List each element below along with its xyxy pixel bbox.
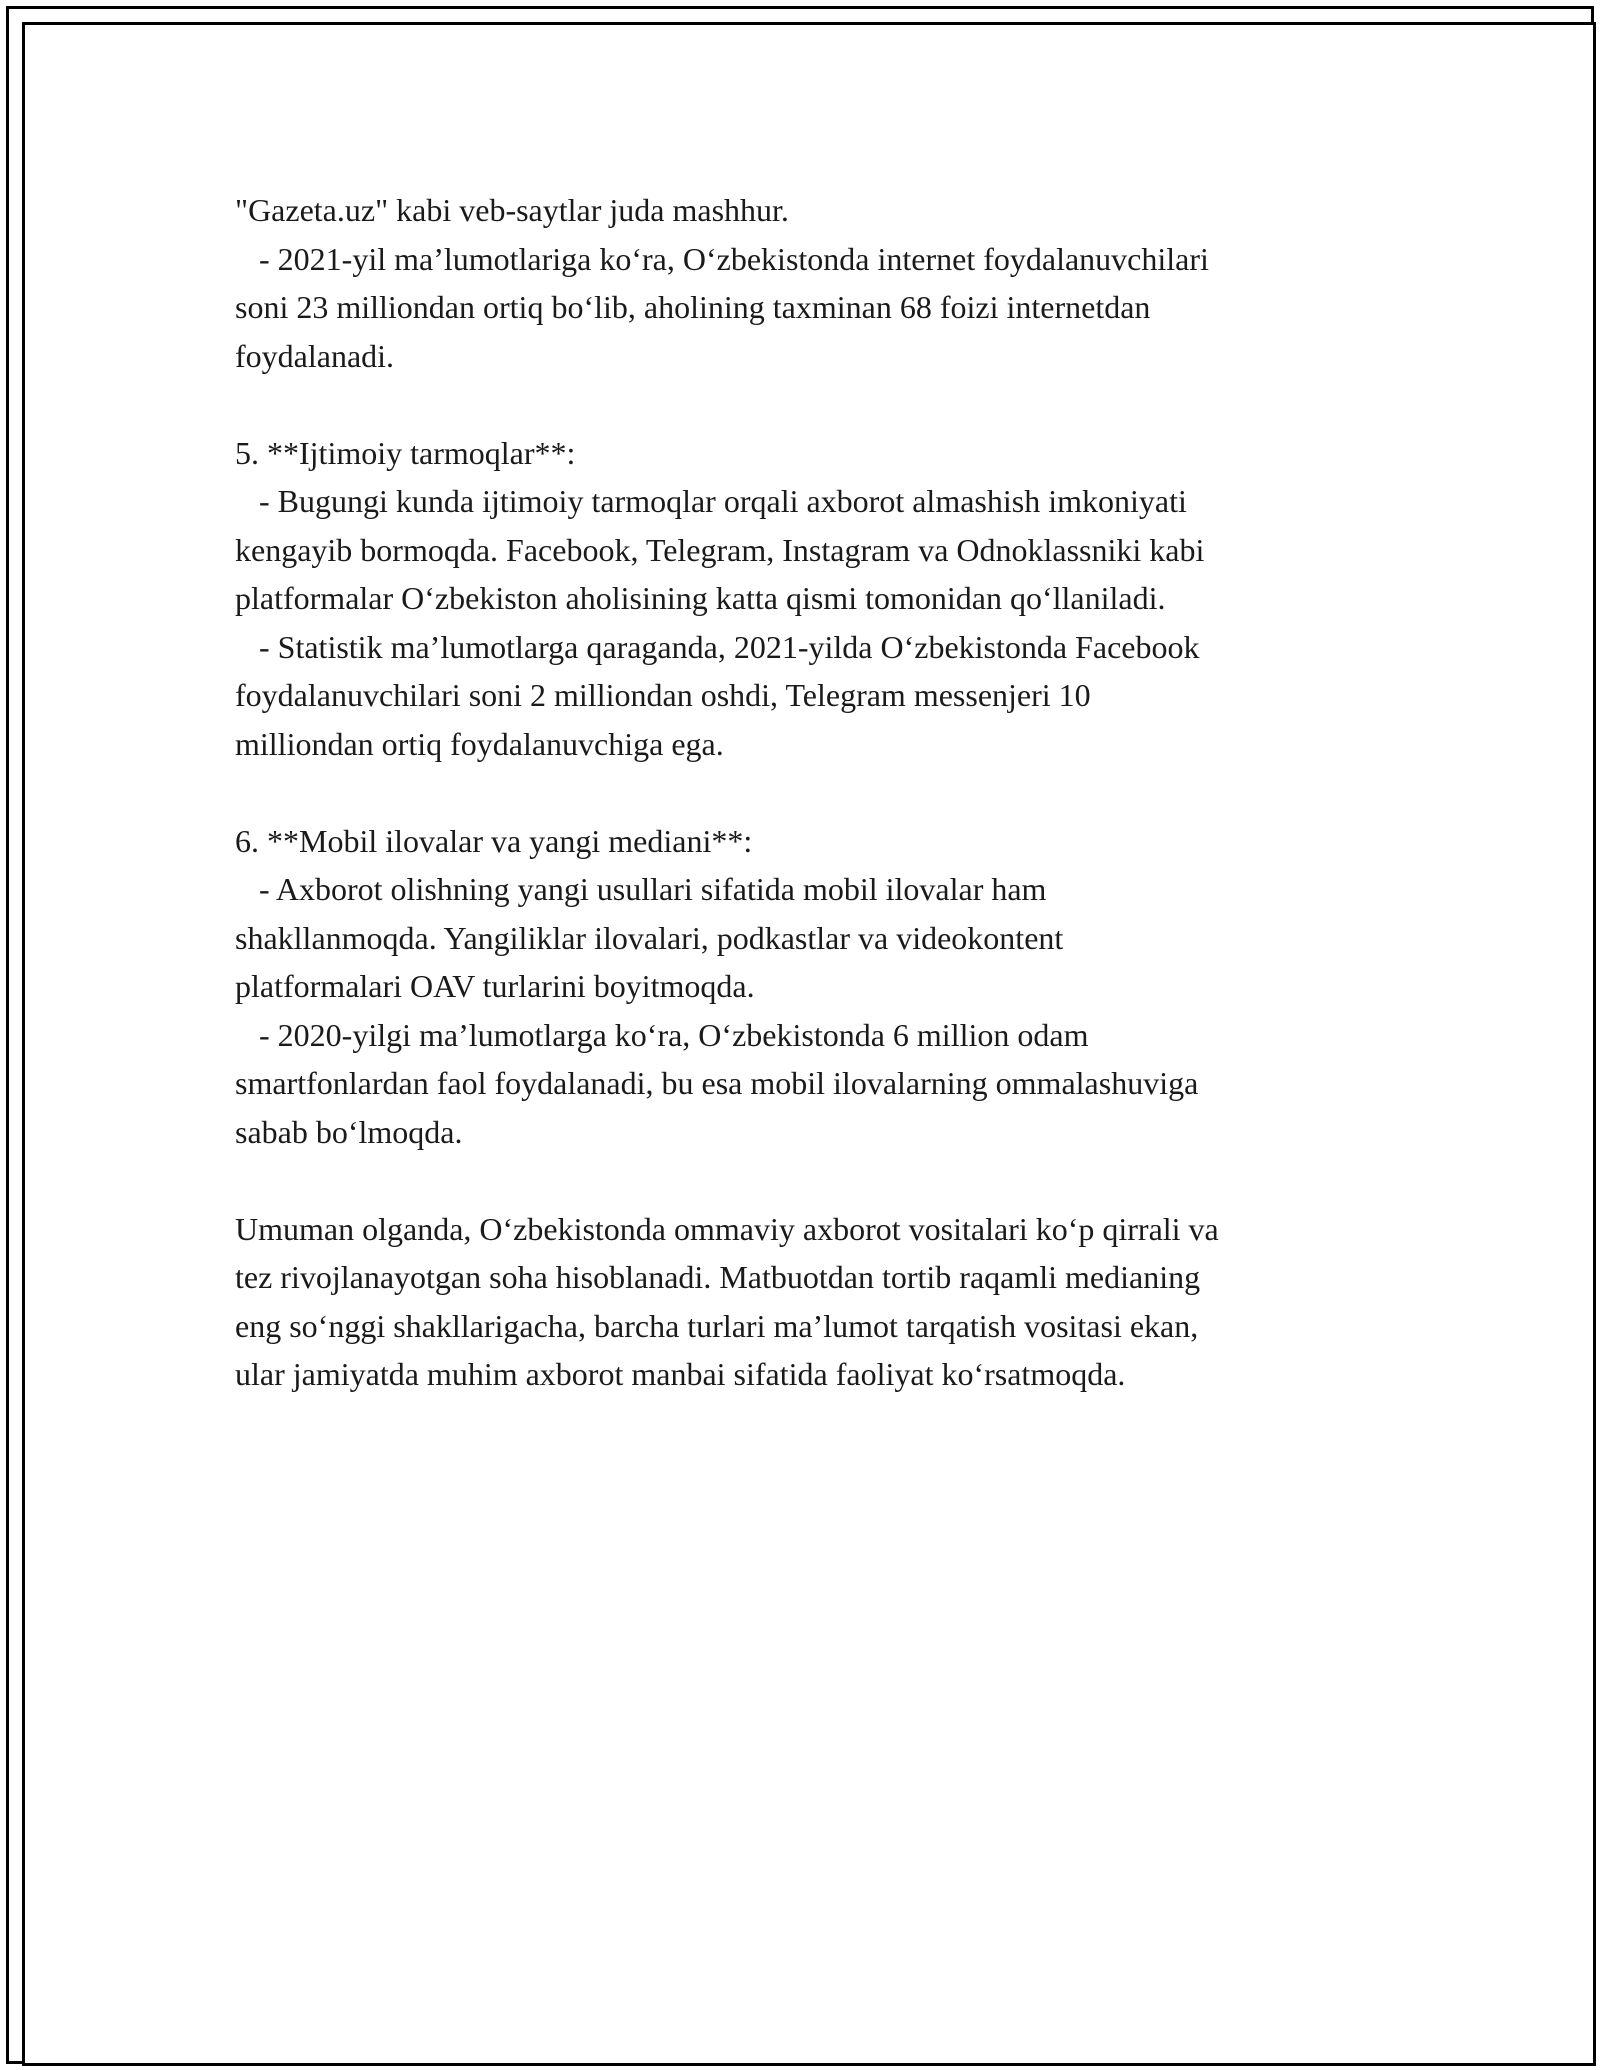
- blank-line: [235, 768, 1415, 817]
- section-heading-ijtimoiy-tarmoqlar: 5. **Ijtimoiy tarmoqlar**:: [235, 434, 576, 471]
- text-line: soni 23 milliondan ortiq bo‘lib, aholining taxminan 68 foizi internetdan: [235, 289, 1151, 325]
- section-heading-mobil-ilovalar: 6. **Mobil ilovalar va yangi mediani**:: [235, 822, 753, 859]
- text-line: - 2021-yil ma’lumotlariga ko‘ra, O‘zbekistonda internet foydalanuvchilari: [235, 240, 1209, 277]
- conclusion-line: Umuman olganda, O‘zbekistonda ommaviy axborot vositalari ko‘p qirrali va: [235, 1210, 1219, 1247]
- text-line: platformalar O‘zbekiston aholisining katta qismi tomonidan qo‘llaniladi.: [235, 580, 1166, 616]
- text-line: foydalanadi.: [235, 337, 395, 374]
- text-line: "Gazeta.uz" kabi veb-saytlar juda mashhur.: [235, 192, 789, 228]
- text-line: - Statistik ma’lumotlarga qaraganda, 2021-yilda O‘zbekistonda Facebook: [235, 628, 1200, 665]
- blank-line: [235, 380, 1415, 429]
- conclusion-line: tez rivojlanayotgan soha hisoblanadi. Matbuotdan tortib raqamli medianing: [235, 1259, 1201, 1295]
- text-line: milliondan ortiq foydalanuvchiga ega.: [235, 725, 724, 762]
- text-line: sabab bo‘lmoqda.: [235, 1113, 463, 1150]
- text-line: platformalari OAV turlarini boyitmoqda.: [235, 968, 755, 1004]
- conclusion-line: ular jamiyatda muhim axborot manbai sifatida faoliyat ko‘rsatmoqda.: [235, 1356, 1126, 1392]
- blank-line: [235, 1156, 1415, 1205]
- text-line: - Axborot olishning yangi usullari sifatida mobil ilovalar ham: [235, 871, 1047, 907]
- text-line: smartfonlardan faol foydalanadi, bu esa mobil ilovalarning ommalashuviga: [235, 1065, 1199, 1101]
- text-line: shakllanmoqda. Yangiliklar ilovalari, podkastlar va videokontent: [235, 919, 1064, 956]
- text-line: - Bugungi kunda ijtimoiy tarmoqlar orqali axborot almashish imkoniyati: [235, 483, 1187, 519]
- text-line: - 2020-yilgi ma’lumotlarga ko‘ra, O‘zbekistonda 6 million odam: [235, 1016, 1089, 1053]
- text-line: kengayib bormoqda. Facebook, Telegram, Instagram va Odnoklassniki kabi: [235, 531, 1205, 568]
- document-body: [235, 186, 1415, 1399]
- conclusion-line: eng so‘nggi shakllarigacha, barcha turlari ma’lumot tarqatish vositasi ekan,: [235, 1307, 1199, 1344]
- text-line: foydalanuvchilari soni 2 milliondan oshdi, Telegram messenjeri 10: [235, 677, 1091, 713]
